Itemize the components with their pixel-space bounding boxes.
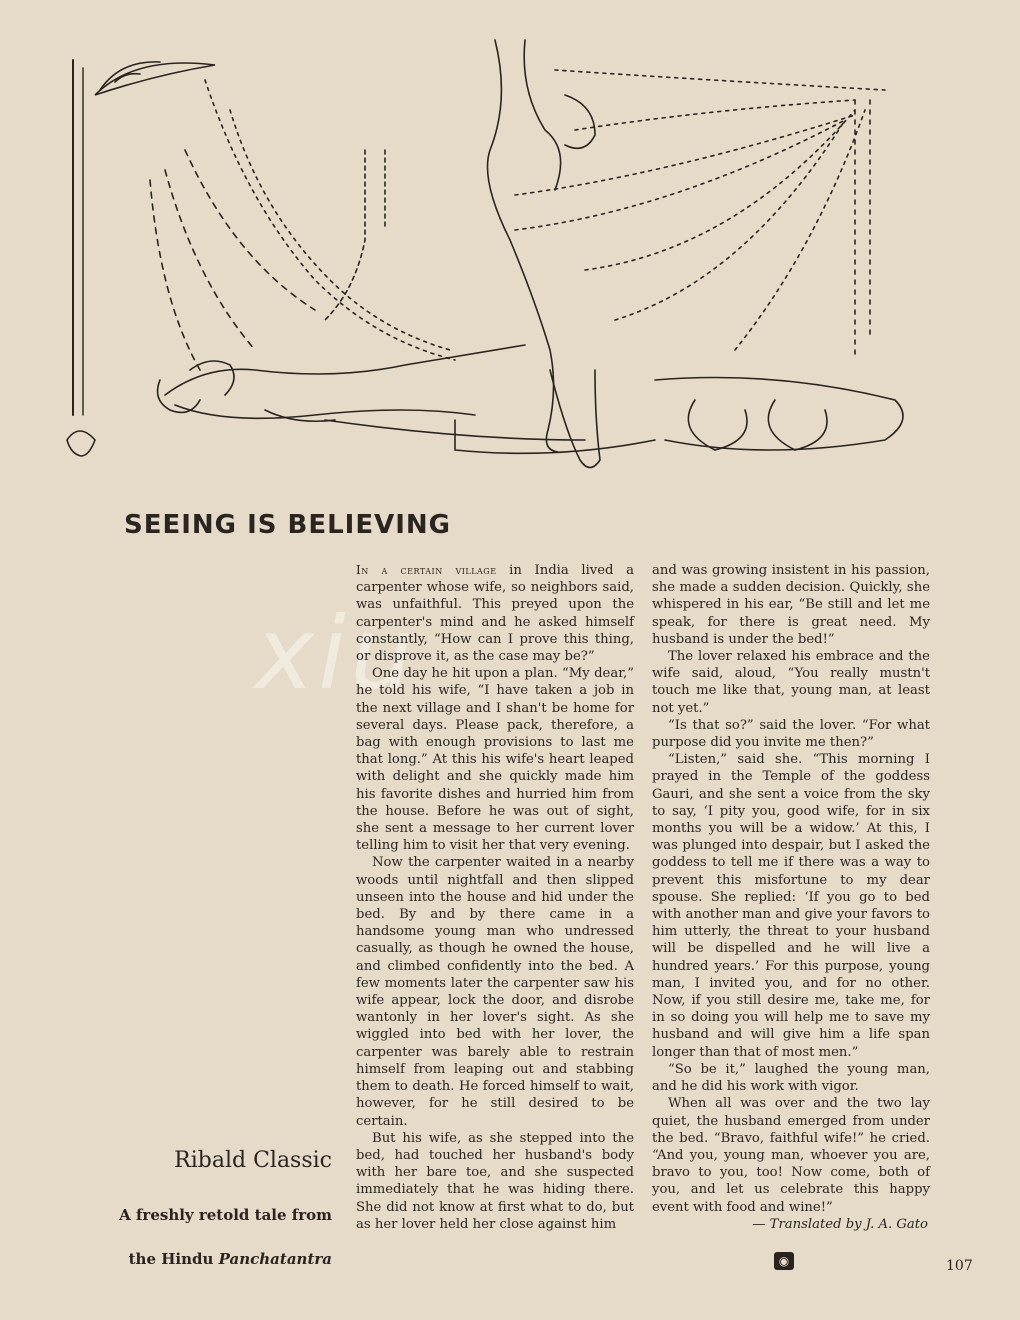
sidebar-subtitle-line2: [129, 1250, 332, 1268]
paragraph: “Listen,” said she. “This morning I prayed in the Temple of the goddess Gauri, and she sent a voice from the sky to say, ‘I pity you, good wife, for in six months you will be a widow.’ At this, I was plunged into despair, but I asked the goddess to tell me if there was a way to prevent this misfortune to my dear spouse. She replied: ‘If you go to bed with another man and give your favors to him utterly, the threat to your husband will be dispelled and he will live a hundred years.’ For this purpose, young man, I invited you, and for no other. Now, if you still desire me, take me, for in so doing you will help me to save my husband and will give him a life span longer than that of most men.”: [652, 752, 930, 1060]
translator-credit: — Translated by J. A. Gato: [752, 1216, 928, 1232]
paragraph: The lover relaxed his embrace and the wife said, aloud, “You really mustn't touch me like that, young man, at least not yet.”: [652, 649, 930, 716]
headline: SEEING IS BELIEVING: [124, 510, 452, 540]
watermark: xiu: [255, 595, 418, 712]
subtitle-prefix: the Hindu: [128, 1250, 219, 1268]
sidebar-subtitle-line1: A freshly retold tale from: [119, 1206, 332, 1224]
text-column-2: [652, 562, 930, 1233]
paragraph: But his wife, as she stepped into the bed, had touched her husband's body with her bare toe, and she suspected immediately that he was hiding there. She did not know at first what to do, but as her lover held her close against him: [356, 1130, 634, 1232]
rabbit-logo-icon: ◉: [774, 1252, 794, 1270]
line-drawing-illustration: [55, 20, 955, 510]
paragraph: “So be it,” laughed the young man, and he did his work with vigor.: [652, 1061, 930, 1095]
sidebar-title: Ribald Classic: [174, 1148, 332, 1173]
paragraph: One day he hit upon a plan. “My dear,” he told his wife, “I have taken a job in the next village and I shan't be home for several days. Please pack, therefore, a bag with enough provisions to last me that long.” At this his wife's heart leaped with delight and she quickly made him his favorite dishes and hurried him from the house. Before he was out of sight, she sent a message to her current lover telling him to visit her that very evening.: [356, 666, 634, 854]
lead-caps: In a certain village: [356, 563, 497, 577]
page-number: 107: [946, 1258, 973, 1274]
text-column-1: [356, 562, 634, 1233]
lead-paragraph: [356, 562, 634, 665]
paragraph: and was growing insistent in his passion, she made a sudden decision. Quickly, she whispered in his ear, “Be still and let me speak, for there is great need. My husband is under the bed!”: [652, 563, 930, 647]
paragraph: When all was over and the two lay quiet, the husband emerged from under the bed. “Bravo, faithful wife!” he cried. “And you, young man, whoever you are, bravo to you, too! Now come, both of you, and let us celebrate this happy event with food and wine!”: [652, 1096, 930, 1215]
subtitle-italic: Panchatantra: [218, 1250, 332, 1268]
lead-rest: in India lived a carpenter whose wife, so neighbors said, was unfaithful. This preyed upon the carpenter's mind and he asked himself constantly, “How can I prove this thing, or disprove it, as the case may be?”: [356, 563, 634, 665]
paragraph: “Is that so?” said the lover. “For what purpose did you invite me then?”: [652, 717, 930, 751]
paragraph: Now the carpenter waited in a nearby woods until nightfall and then slipped unseen into the house and hid under the bed. By and by there came in a handsome young man who undressed casually, as though he owned the house, and climbed confidently into the bed. A few moments later the carpenter saw his wife appear, lock the door, and disrobe wantonly in her lover's sight. As she wiggled into bed with her lover, the carpenter was barely able to restrain himself from leaping out and stabbing them to death. He forced himself to wait, however, for he still desired to be certain.: [356, 855, 634, 1129]
